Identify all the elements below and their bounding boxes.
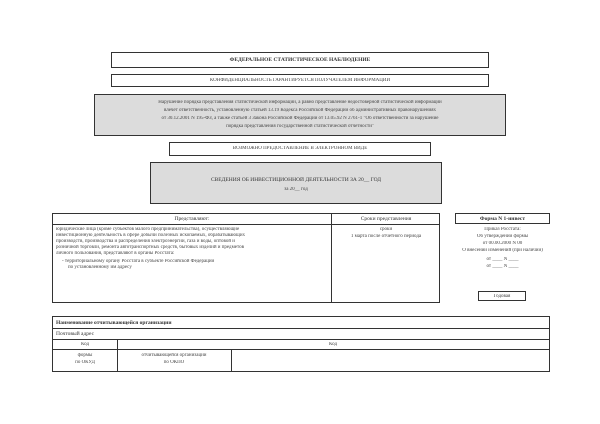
statistical-observation-title: ФЕДЕРАЛЬНОЕ СТАТИСТИЧЕСКОЕ НАБЛЮДЕНИЕ [229, 57, 371, 63]
confidentiality-box [111, 74, 489, 87]
approval-line-5: от ____ N ____ [486, 257, 519, 262]
submitters-text-1: юридические лица (кроме субъектов малого предпринимательства), осуществляющие [56, 227, 240, 232]
electronic-submission-box [169, 142, 431, 156]
approval-line-3: от 00.00.2000 N 00 [482, 241, 523, 246]
deadline-text-2: 1 марта после отчетного периода [350, 234, 422, 239]
code-label: Код [81, 342, 89, 347]
deadline-text-1: сроки [379, 227, 393, 232]
submitters-text-7: по установленному им адресу [68, 265, 132, 270]
warning-line-1: Нарушение порядка представления статистической информации, а равно представление недостоверной статистической информации [158, 100, 442, 105]
warning-line-4: порядка представления государственной статистической отчетности" [226, 124, 374, 129]
form-number: Форма N 1-инвест [479, 216, 526, 222]
org-name-label: Наименование отчитывающейся организации [56, 320, 172, 326]
okpo-org-label: отчитывающейся организации [141, 353, 207, 358]
submitters-header: Представляют: [174, 216, 210, 222]
submitters-text-2: инвестиционную деятельность в сфере добычи полезных ископаемых, обрабатывающих [56, 233, 246, 238]
form-number-box [455, 213, 550, 224]
okpo-code-label: по ОКПО [163, 360, 185, 365]
submitters-text-5: личного пользования, представляют в органы Росстата: [56, 251, 175, 256]
confidentiality-text: КОНФИДЕНЦИАЛЬНОСТЬ ГАРАНТИРУЕТСЯ ПОЛУЧАТЕЛЕМ ИНФОРМАЦИИ [209, 78, 391, 83]
report-title: СВЕДЕНИЯ ОБ ИНВЕСТИЦИОННОЙ ДЕЯТЕЛЬНОСТИ ЗА 20__ ГОД [210, 177, 382, 183]
warning-line-2: влечет ответственность, установленную статьей 13.19 Кодекса Российской Федерации об административных правонарушениях [163, 108, 437, 113]
electronic-submission-text: ВОЗМОЖНО ПРЕДОСТАВЛЕНИЕ В ЭЛЕКТРОННОМ ВИДЕ [232, 146, 368, 151]
postal-address-label: Почтовый адрес [56, 331, 95, 337]
submitters-table [52, 213, 440, 303]
approval-line-2: Об утверждении формы [476, 234, 529, 239]
approval-line-4: О внесении изменений (при наличии) [462, 248, 543, 253]
legal-warning-box [94, 94, 506, 136]
approval-line-1: Приказ Росстата: [484, 227, 521, 232]
submitters-text-3: производств, производства и распределения электроэнергии, газа и воды, оптовой и [56, 239, 235, 244]
submitters-text-6: - территориальному органу Росстата в субъекте Российской Федерации [62, 259, 215, 264]
right-code-label: Код [329, 342, 337, 347]
period-box [478, 291, 526, 301]
report-title-box [150, 162, 442, 204]
warning-line-3: от 30.12.2001 N 195-ФЗ, а также статьей 3 Закона Российской Федерации от 13.05.92 N 2761-1 "Об ответственности за нарушение [161, 116, 439, 121]
statistical-observation-title-box [111, 52, 489, 68]
respondent-table [52, 316, 550, 372]
okud-label: по ОКУД [75, 360, 95, 365]
form-code-label: формы [77, 353, 93, 358]
approval-line-6: от ____ N ____ [486, 264, 519, 269]
submitters-text-4: розничной торговли, ремонта автотранспортных средств, бытовых изделий и предметов [56, 245, 244, 250]
period-label: Годовая [493, 294, 511, 299]
deadline-header: Сроки представления [360, 216, 412, 222]
report-period: за 20__ год [284, 187, 308, 192]
